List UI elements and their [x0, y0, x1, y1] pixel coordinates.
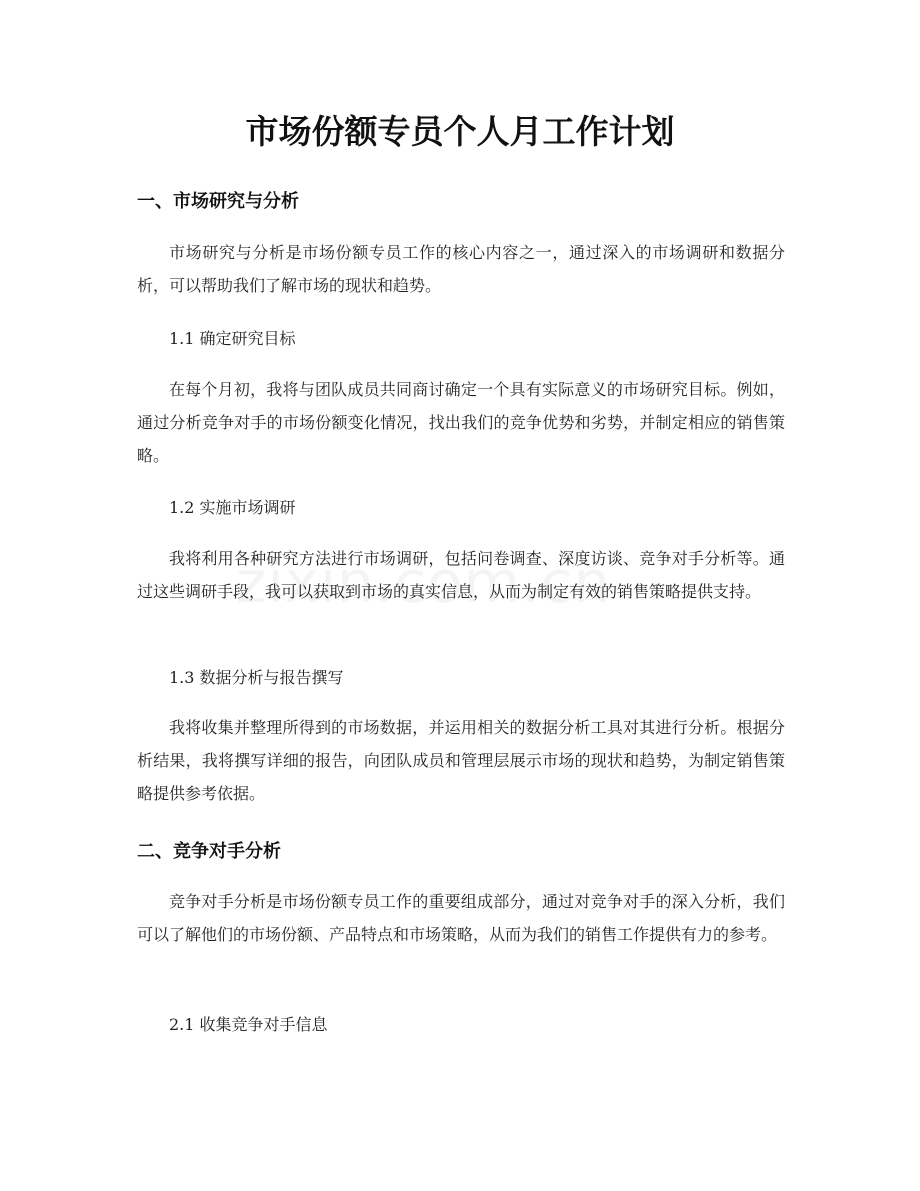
section-2-intro: 竞争对手分析是市场份额专员工作的重要组成部分，通过对竞争对手的深入分析，我们可以了解他们的市场份额、产品特点和市场策略，从而为我们的销售工作提供有力的参考。: [137, 892, 785, 944]
subsection-heading-1-1: 1.1 确定研究目标: [169, 329, 296, 348]
subsection-1-1-text: 在每个月初，我将与团队成员共同商讨确定一个具有实际意义的市场研究目标。例如，通过分析竞争对手的市场份额变化情况，找出我们的竞争优势和劣势，并制定相应的销售策略。: [137, 380, 785, 465]
subsection-1-3-text: 我将收集并整理所得到的市场数据，并运用相关的数据分析工具对其进行分析。根据分析结果，我将撰写详细的报告，向团队成员和管理层展示市场的现状和趋势，为制定销售策略提供参考依据。: [137, 718, 785, 803]
section-heading-1: 一、市场研究与分析: [137, 191, 299, 212]
subsection-heading-1-3: 1.3 数据分析与报告撰写: [169, 668, 344, 687]
subsection-heading-2-1: 2.1 收集竞争对手信息: [169, 1015, 328, 1034]
section-heading-2: 二、竞争对手分析: [137, 841, 281, 862]
subsection-1-2-text: 我将利用各种研究方法进行市场调研，包括问卷调查、深度访谈、竞争对手分析等。通过这些调研手段，我可以获取到市场的真实信息，从而为制定有效的销售策略提供支持。: [137, 549, 785, 601]
section-1-intro: 市场研究与分析是市场份额专员工作的核心内容之一，通过深入的市场调研和数据分析，可以帮助我们了解市场的现状和趋势。: [137, 243, 785, 295]
subsection-heading-1-2: 1.2 实施市场调研: [169, 498, 296, 517]
document-title: 市场份额专员个人月工作计划: [245, 112, 675, 151]
